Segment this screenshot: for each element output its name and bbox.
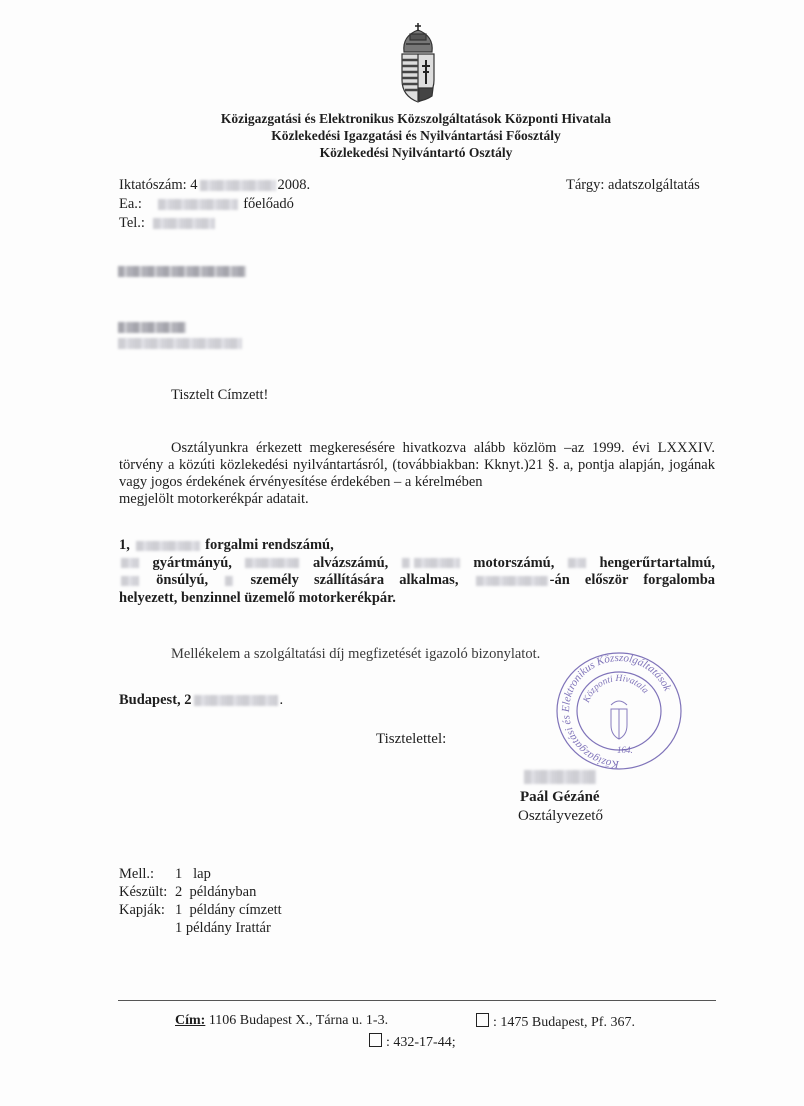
redacted-text — [158, 199, 238, 210]
subject-line: Tárgy: adatszolgáltatás — [566, 177, 700, 193]
attachment-note: Mellékelem a szolgáltatási díj megfizetését igazoló bizonylatot. — [171, 646, 541, 662]
letterhead-department: Közlekedési Igazgatási és Nyilvántartási Főosztály — [271, 128, 561, 143]
stamp-inner-text: Központi Hivatala — [581, 673, 651, 705]
salutation: Tisztelt Címzett! — [171, 387, 269, 403]
reference-block — [119, 176, 310, 233]
footer-phone: : 432-17-44; — [369, 1033, 456, 1051]
body-paragraph: Osztályunkra érkezett megkeresésére hivatkozva alább közlöm –az 1999. évi LXXXIV. törvény a közúti közlekedési nyilvántartásról, (továbbiakban: Kknyt.)21 §. a, pontja alapján, jogának vagy jogos érdekének érvényesítése érdekében – a kérelmében megjelölt motorkerékpár adatait. — [119, 440, 715, 507]
stamp-ring-text: Közigazgatási és Elektronikus Közszolgáltatások — [559, 651, 674, 771]
svg-text:Központi Hivatala — [582, 674, 651, 705]
stamp-number: 164. — [617, 745, 633, 755]
hungarian-coat-of-arms-icon — [396, 22, 440, 104]
redacted-text — [200, 180, 276, 191]
redacted-text — [194, 695, 278, 706]
mailbox-icon — [476, 1013, 489, 1027]
recipient-name-redacted — [118, 266, 246, 282]
official-stamp — [549, 649, 689, 777]
redacted-text — [153, 218, 215, 229]
handler: Ea.: főelőadó — [119, 196, 294, 212]
phone-icon — [369, 1033, 382, 1047]
vehicle-details: 1, forgalmi rendszámú, gyártmányú, alvázszámú, motorszámú, hengerűrtartalmú, önsúlyú, személy szállítására alkalmas, -án először forgalomba helyezett, benzinnel üzemelő motorkerékpár. — [119, 537, 716, 606]
telephone: Tel.: — [119, 214, 310, 233]
enclosures-block: Mell.: 1 lap Készült: 2 példányban Kapják: 1 példány címzett 1 példány Irattár — [119, 866, 282, 936]
footer-address: Cím: 1106 Budapest X., Tárna u. 1-3. — [175, 1013, 389, 1028]
redacted-text — [136, 541, 200, 551]
footer-po-box: : 1475 Budapest, Pf. 367. — [476, 1013, 635, 1031]
recipient-address-redacted — [118, 322, 242, 354]
letterhead-agency: Közigazgatási és Elektronikus Közszolgáltatások Központi Hivatala — [220, 111, 612, 126]
signer-name: Paál Gézáné — [520, 789, 600, 805]
signer-role: Osztályvezető — [518, 808, 603, 824]
place-and-date: Budapest, 2 . — [119, 692, 284, 708]
footer-divider — [118, 1000, 716, 1001]
letterhead-division: Közlekedési Nyilvántartó Osztály — [319, 145, 513, 160]
reference-number: Iktatószám: 4 2008. — [119, 177, 311, 193]
closing: Tisztelettel: — [376, 731, 447, 747]
stamp-crest-icon — [611, 701, 627, 739]
